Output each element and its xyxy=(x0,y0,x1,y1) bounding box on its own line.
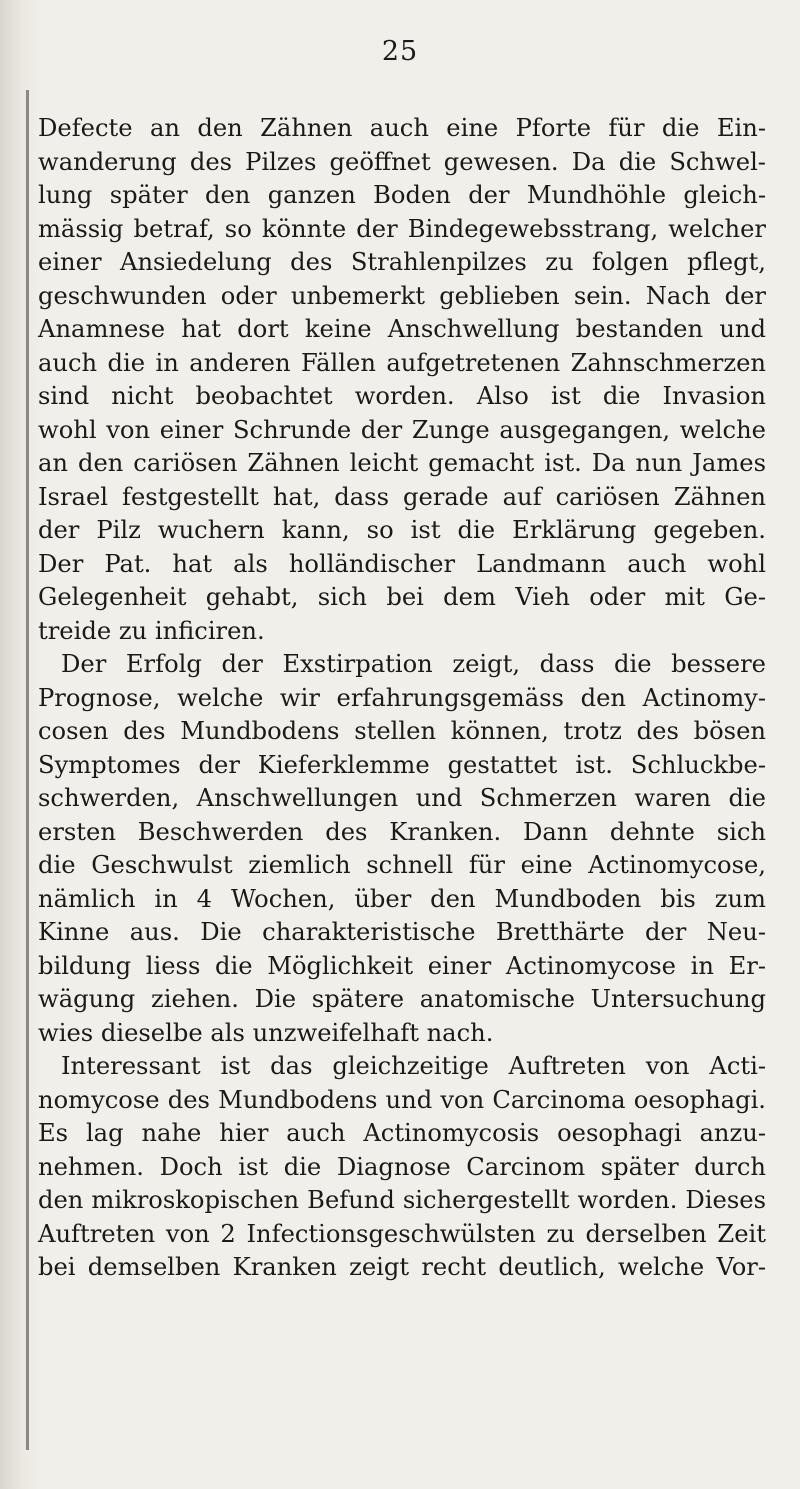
text-line: auch die in anderen Fällen aufgetretenen Zahnschmerzen xyxy=(38,348,766,377)
text-line: Israel festgestellt hat, dass gerade auf cariösen Zähnen xyxy=(38,482,766,511)
text-line: bildung liess die Möglichkeit einer Actinomycose in Er- xyxy=(38,951,766,980)
text-line: Defecte an den Zähnen auch eine Pforte für die Ein- xyxy=(38,114,766,142)
text-line: den mikroskopischen Befund sichergestellt worden. Dieses xyxy=(38,1186,766,1214)
text-line: Kinne aus. Die charakteristische Bretthärte der Neu- xyxy=(38,918,766,946)
text-line: die Geschwulst ziemlich schnell für eine Actinomycose, xyxy=(38,851,766,879)
text-line: sind nicht beobachtet worden. Also ist die Invasion xyxy=(38,382,766,410)
text-line: cosen des Mundbodens stellen können, trotz des bösen xyxy=(38,717,766,745)
text-line: nämlich in 4 Wochen, über den Mundboden bis zum xyxy=(38,884,766,913)
text-line: nomycose des Mundbodens und von Carcinoma oesophagi. xyxy=(38,1085,766,1114)
text-line: mässig betraf, so könnte der Bindegewebsstrang, welcher xyxy=(38,214,766,243)
text-line: wägung ziehen. Die spätere anatomische Untersuchung xyxy=(38,985,766,1013)
text-line: der Pilz wuchern kann, so ist die Erklärung gegeben. xyxy=(38,516,766,544)
text-line: Der Erfolg der Exstirpation zeigt, dass die bessere xyxy=(61,650,766,678)
text-line: schwerden, Anschwellungen und Schmerzen waren die xyxy=(38,784,766,812)
page-gutter-shadow xyxy=(0,0,40,1489)
text-line: Prognose, welche wir erfahrungsgemäss den Actinomy- xyxy=(38,683,766,712)
text-line: Symptomes der Kieferklemme gestattet ist. Schluckbe- xyxy=(38,750,766,779)
text-line: bei demselben Kranken zeigt recht deutlich, welche Vor- xyxy=(38,1253,766,1281)
binding-edge xyxy=(26,90,29,1450)
text-line: Der Pat. hat als holländischer Landmann auch wohl xyxy=(38,549,766,578)
text-line: nehmen. Doch ist die Diagnose Carcinom später durch xyxy=(38,1152,766,1181)
text-line: Interessant ist das gleichzeitige Auftreten von Acti- xyxy=(61,1052,766,1080)
text-line: ersten Beschwerden des Kranken. Dann dehnte sich xyxy=(38,817,766,846)
text-line: wohl von einer Schrunde der Zunge ausgegangen, welche xyxy=(38,415,766,444)
text-line: geschwunden oder unbemerkt geblieben sein. Nach der xyxy=(38,281,766,310)
text-line: wies dieselbe als unzweifelhaft nach. xyxy=(38,1018,494,1047)
text-line: Es lag nahe hier auch Actinomycosis oesophagi anzu- xyxy=(38,1119,766,1147)
text-line: Auftreten von 2 Infectionsgeschwülsten zu derselben Zeit xyxy=(38,1219,766,1248)
text-line: an den cariösen Zähnen leicht gemacht ist. Da nun James xyxy=(38,449,766,477)
page-number: 25 xyxy=(381,36,419,67)
text-line: treide zu inficiren. xyxy=(38,616,265,645)
text-line: einer Ansiedelung des Strahlenpilzes zu folgen pflegt, xyxy=(38,248,766,276)
body-text xyxy=(38,112,766,1285)
text-line: Gelegenheit gehabt, sich bei dem Vieh oder mit Ge- xyxy=(38,583,766,611)
text-line: wanderung des Pilzes geöffnet gewesen. Da die Schwel- xyxy=(38,147,766,176)
text-line: lung später den ganzen Boden der Mundhöhle gleich- xyxy=(38,181,766,209)
text-line: Anamnese hat dort keine Anschwellung bestanden und xyxy=(38,315,766,343)
